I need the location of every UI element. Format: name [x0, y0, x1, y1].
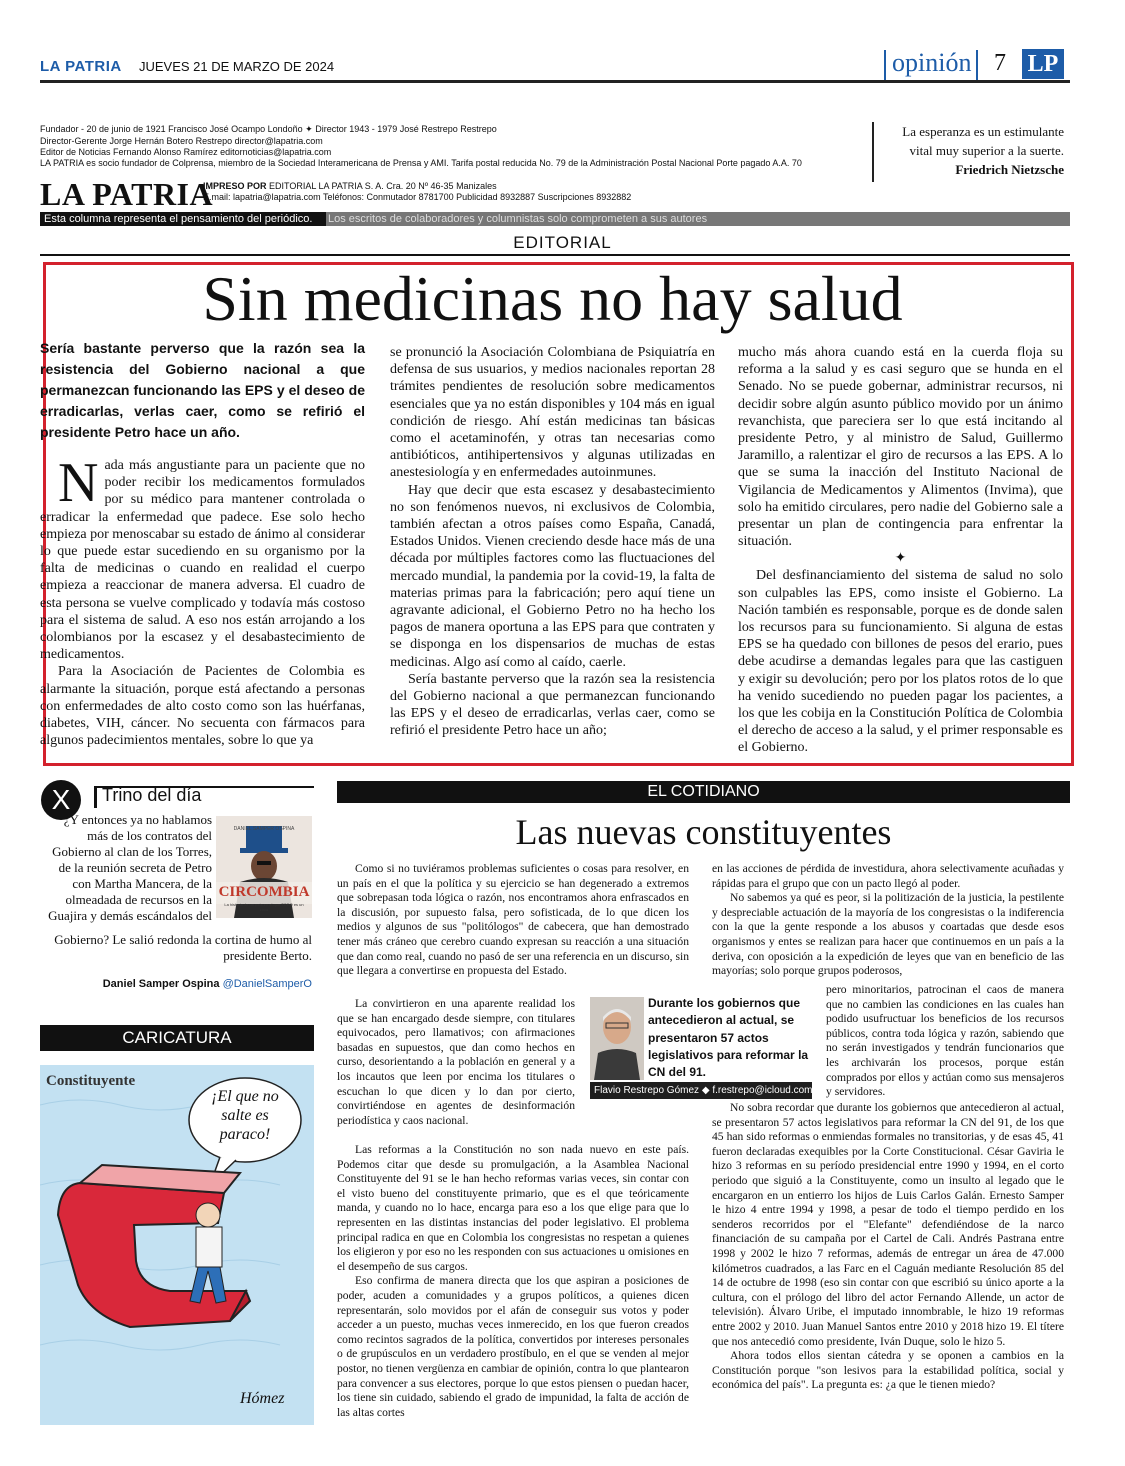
cartoonist-signature: Hómez [240, 1390, 285, 1407]
masthead-director: Director-Gerente Jorge Hernán Botero Restrepo director@lapatria.com [40, 136, 323, 146]
editorial-column-2 [390, 344, 715, 740]
column-paragraph: La convirtieron en una aparente realidad los que se han encargado desde siempre, con titulares equivocados, pero llamativos; con afirmaciones basadas en supuestos, que dan como hechos en curso, desorientando a la población en general y a los incautos que leen por encima los titulares o escuchan lo que dicen y lo dan por cierto, convirtiéndose en agentes de desinformación periodística y caos nacional. [337, 997, 575, 1127]
column-text [337, 862, 689, 979]
editorial-rule [40, 254, 1070, 256]
editorial-paragraph: Hay que decir que esta escasez y desabastecimiento no son fenómenos nuevos, ni exclusivos de Colombia, también afectan a otros países como España, Canadá, Estados Unidos. Vienen creciendo desde hace más de una década por múltiples factores como las fluctuaciones del mercado mundial, la pandemia por la covid-19, la falta de materias primas para la fabricación; pero aquí tiene un agravante adicional, el Gobierno Petro no ha hecho los pagos de manera oportuna a las EPS para que contraten y se disponga en los dispensarios de muchas de estas medicinas. Algo así como al caído, caerle. [390, 482, 715, 670]
book-title: CIRCOMBIA [218, 884, 310, 900]
speech-text: salte es [221, 1107, 269, 1124]
editorial-headline: Sin medicinas no hay salud [202, 263, 903, 334]
column-headline: Las nuevas constituyentes [515, 812, 892, 852]
section-divider [884, 50, 886, 80]
column-text [337, 997, 575, 1128]
column-text [712, 862, 1064, 979]
author-name: Daniel Samper Ospina [102, 978, 220, 990]
pull-quote: Durante los gobiernos que antecedieron al actual, se presentaron 57 actos legislativos para reformar la CN del 91. [648, 996, 809, 1080]
masthead-membership: LA PATRIA es socio fundador de Colprensa, miembro de la Sociedad Interamericana de Prensa y AMI. Tarifa postal reducida No. 79 de la Administración Postal Nacional Porte pagado A.A. 70 [40, 158, 802, 168]
section-divider [976, 50, 978, 80]
column-paragraph: Eso confirma de manera directa que los que aspiran a posiciones de poder, acuden a comunidades y a grupos políticos, a quienes dicen representarán, solo movidos por el afán de conseguir sus votos y poder acceder a un puesto, muchas veces inmerecido, en los que fueron creados como recintos sagrados de la política, convertidos por intereses personales o de grupúsculos en un verdadero prostíbulo, en el que se venden al mejor postor, no tienen vergüenza en cambiar de opinión, contra lo que plantearon para convencer a sus electores, porque lo que estos piensen o puedan hacer, los tiene sin cuidado, sabiendo el grado de impunidad, la falta de acción de las altas cortes [337, 1274, 689, 1419]
book-cover-image [216, 816, 312, 918]
drop-cap: N [58, 452, 99, 514]
trino-bar [94, 788, 97, 808]
editorial-paragraph: Para la Asociación de Pacientes de Colombia es alarmante la situación, porque está afectando a personas con enfermedades de alto costo como son las huérfanas, diabetes, VIH, cáncer. No secuenta con fármacos para algunos padecimientos mentales, sobre lo que ya [40, 664, 365, 749]
masthead-printer [203, 181, 631, 203]
speech-text: ¡El que no [211, 1088, 279, 1105]
header-date: JUEVES 21 DE MARZO DE 2024 [139, 59, 335, 74]
column-text [826, 983, 1064, 1100]
editorial-lead: Sería bastante perverso que la razón sea la resistencia del Gobierno nacional a que permanezcan funcionando las EPS y el deseo de erradicarlas, verlas caer, como se refirió el presidente Petro hace un año. [40, 340, 365, 440]
byline-separator-icon: ◆ [701, 1085, 710, 1096]
trino-title: Trino del día [102, 785, 202, 805]
printer-address: EDITORIAL LA PATRIA S. A. Cra. 20 Nº 46-35 Manizales [269, 181, 497, 191]
caricature-image [40, 1065, 314, 1425]
author-byline [590, 1082, 812, 1099]
editorial-paragraph [40, 452, 365, 663]
trino-text: Gobierno? Le salió redonda la cortina de humo al presidente Berto. [54, 932, 312, 963]
speech-text: paraco! [219, 1126, 271, 1143]
column-paragraph: pero minoritarios, patrocinan el caos de manera que no cambien las condiciones en las cuales han podido usufructuar los beneficios de los recursos públicos, contra toda lógica y razón, sabiendo que no serán investigados y tendrán funcionarios que les archivarán los procesos, porque están comprados por ellos y actúan como sus mensajeros y servidores. [826, 983, 1064, 1099]
book-author: DANIEL SAMPER OSPINA [233, 826, 295, 832]
quote-line: vital muy superior a la suerte. [909, 143, 1064, 158]
editorial-paragraph: mucho más ahora cuando está en la cuerda floja su reforma a la salud y es casi seguro que se hunda en el Senado. No se puede gobernar, administrar recursos, ni decidir sobre algún asunto público movido por un ánimo revanchista, que pareciera ser lo que está incitando al presidente Petro, y al ministro de Salud, Guillermo Jaramillo, a ralentizar el giro de recursos a las EPS. A lo que se suma la inacción del Instituto Nacional de Vigilancia de Medicamentos y Alimentos (Invima), que solo ha emitido circulares, pero nadie del Gobierno sale a presentar un plan de contingencia para enfrentar la situación. [738, 345, 1063, 550]
editorial-paragraph: se pronunció la Asociación Colombiana de Psiquiatría en defensa de sus usuarios, y medios nacionales reportan 28 trámites pendientes de resolución sobre medicamentos esenciales que ya no están disponibles y 104 más en igual condición de riesgo. Ahí están medicinas tan básicas como el acetaminofén, y otras tan necesarias como antibióticos, antihipertensivos y algunas utilizadas en anestesiología y en enfermedades autoinmunes. [390, 345, 715, 481]
editorial-label: EDITORIAL [513, 233, 612, 252]
paragraph-text: ada más angustiante para un paciente que no poder recibir los medicamentos formulados por su médico para mantener controlada o erradicar la enfermedad que padece. Ese solo hecho empieza por menoscabar su estado de ánimo al considerar lo que puede estar sucediendo en su organismo por la falta de medicinas o cuando en realidad el cuerpo empieza a reaccionar de manera adversa. El cuadro de esta persona se vuelve complicado y todavía más costoso para el sistema de salud. A eso nos están arrojando a los colombianos por la escasez y el desabastecimiento de medicamentos. [40, 458, 365, 663]
column-text [712, 1101, 1064, 1393]
disclaimer-columnists: Los escritos de colaboradores y columnistas solo comprometen a sus autores [328, 213, 708, 225]
quote-line: La esperanza es un estimulante [902, 124, 1064, 139]
speech-bubble [199, 1087, 291, 1144]
contact-line: E.mail: lapatria@lapatria.com Teléfonos: Conmutador 8781700 Publicidad 8932887 Suscripciones 8932882 [203, 192, 632, 202]
author-handle[interactable]: @DanielSamperO [222, 978, 312, 990]
book-subtitle: La historia de un país en el que TODO es un circo [224, 902, 304, 912]
column-paragraph: No sabemos ya qué es peor, si la politización de la justicia, la pestilente y despreciable actuación de la mayoría de los congresistas o la indiferencia con la que la gente responde a los abusos y coartadas que desde esos organismos y entes se realizan para hacer que continuemos en un país a la deriva, con oposición a la expedición de leyes que van en beneficio de las mayorías; solo porque grupos poderosos, [712, 891, 1064, 978]
column-paragraph: Como si no tuviéramos problemas suficientes o cosas para resolver, en un país en el que la política y su ejercicio se han degenerado a extremos que sobrepasan toda lógica o razón, nos encontramos ahora enfrascados en la discusión, por supuesto falsa, pero sofisticada, de lo que dicen los medios y algunos de sus "politólogos" de cabecera, que han demostrado tener más cráneo que cerebro cuando expresan su reacción a una situación que dan como real, cuando no pasó de ser una referencia en un discurso, sin que llegara a convertirse en propuesta del Estado. [337, 862, 689, 978]
masthead-logo: LA PATRIA [40, 176, 214, 212]
header-brand: LA PATRIA [40, 58, 122, 75]
masthead-founders: Fundador - 20 de junio de 1921 Francisco José Ocampo Londoño ✦ Director 1943 - 1979 José Restrepo Restrepo [40, 124, 497, 134]
column-label: EL COTIDIANO [337, 781, 1070, 803]
column-paragraph: Las reformas a la Constitución no son nada nuevo en este país. Podemos citar que desde su promulgación, a la Asamblea Nacional Constituyente del 91 se le han hecho reformas varias veces, sin contar con el visto bueno del constituyente primario, que es el que teóricamente manda, y cuando no lo hace, encarga para eso a los que elige para que lo representen en las distintas instancias del poder legislativo. El problema principal radica en que en Colombia los congresistas no respetan a quienes los eligieron y por eso no les responden con sus actuaciones u omisiones en el desempeño de sus cargos. [337, 1143, 689, 1273]
column-text [337, 1143, 689, 1420]
page-number: 7 [994, 50, 1006, 76]
disclaimer-editorial: Esta columna representa el pensamiento del periódico. [40, 212, 326, 226]
caricature-label: CARICATURA [40, 1025, 314, 1051]
column-paragraph: en las acciones de pérdida de investidura, ahora selectivamente acuñadas y rápidas para el grupo que con un pacto llegó al poder. [712, 862, 1064, 890]
disclaimer-band [40, 212, 1070, 226]
trino-author [40, 978, 312, 990]
byline-email[interactable]: f.restrepo@icloud.com [712, 1085, 813, 1096]
x-logo-icon: X [41, 780, 81, 820]
trino-text: ¿Y entonces ya no hablamos más de los contratos del Gobierno al clan de los Torres, de la reunión secreta de Petro con Martha Mancera, de la olmeadada de recursos en la Guajira y demás escándalos del [48, 812, 212, 923]
editorial-column-1 [40, 338, 365, 749]
header-rule [40, 80, 1070, 83]
editorial-paragraph: Del desfinanciamiento del sistema de salud no solo son culpables las EPS, como insiste el Gobierno. La Nación también es responsable, porque es de donde salen los recursos para su funcionamiento. Si alguna de estas EPS se ha quedado con billones de pesos del erario, pues debe acudirse a demandas legales para que las castiguen y exigir su devolución; pero por los platos rotos de lo que ha venido sucediendo no pueden pagar los pacientes, a los que les cobija en la Constitución Política de Colombia el derecho de acceso a la salud, y el primer responsable es el Gobierno. [738, 568, 1063, 756]
daily-quote [872, 122, 1064, 179]
masthead-editor: Editor de Noticias Fernando Alonso Ramírez editornoticias@lapatria.com [40, 147, 332, 157]
lp-logo: LP [1022, 49, 1064, 79]
caricature-title: Constituyente [46, 1073, 136, 1089]
section-separator-icon: ✦ [894, 551, 907, 567]
author-photo [590, 997, 644, 1080]
quote-author: Friedrich Nietzsche [955, 162, 1064, 177]
byline-name: Flavio Restrepo Gómez [594, 1085, 700, 1096]
column-paragraph: No sobra recordar que durante los gobiernos que antecedieron al actual, se presentaron 57 actos legislativos para reformar la CN del 91, de los que 45 han sido reformas o enmiendas formales no transitorias, y de esas 45, 41 fueron declaradas exequibles por la Corte Constitucional. César Gaviria le hizo 3 reformas en su período presidencial entre 1990 y 1994, en el corto periodo que siguió a la Constituyente, como un insulto al legado que le encargaron en un entierro los hijos de Luis Carlos Galán. Ernesto Samper le hizo 4 entre 1994 y 1998, a pesar de todo el tiempo perdido en los senderos recorridos por el "Elefante" defendiéndose de la narco financiación de su campaña por el Cartel de Cali. Andrés Pastrana entre 1998 y 2002 le hizo 7 reformas, además de entregar un área de 47.000 kilómetros cuadrados, a las Farc en el Caguán mediante Resolución 85 del 14 de octubre de 1998 (eso sin contar con que escribió su único aporte a la cultura, con el prólogo del libro del actor Fernando Allende, un actor de televisión). Álvaro Uribe, el imputado innombrable, le hizo 19 reformas entre 2002 y 2010. Juan Manuel Santos entre 2010 y 2018 hizo 19. El títere que nos antecedió como presidente, Iván Duque, solo le hizo 5. [712, 1101, 1064, 1348]
editorial-paragraph: Sería bastante perverso que la razón sea la resistencia del Gobierno nacional a que permanezcan funcionando las EPS y el deseo de erradicarlas, verlas caer, como se refirió el presidente Petro hace un año; [390, 671, 715, 739]
printer-label: IMPRESO POR [203, 181, 267, 191]
editorial-column-3 [738, 344, 1063, 757]
section-name: opinión [892, 48, 972, 77]
column-paragraph: Ahora todos ellos sientan cátedra y se oponen a cambios en la Constitución porque "son lesivos para la estabilidad política, social y económica del país". La pregunta es: ¿a que le tienen miedo? [712, 1349, 1064, 1392]
